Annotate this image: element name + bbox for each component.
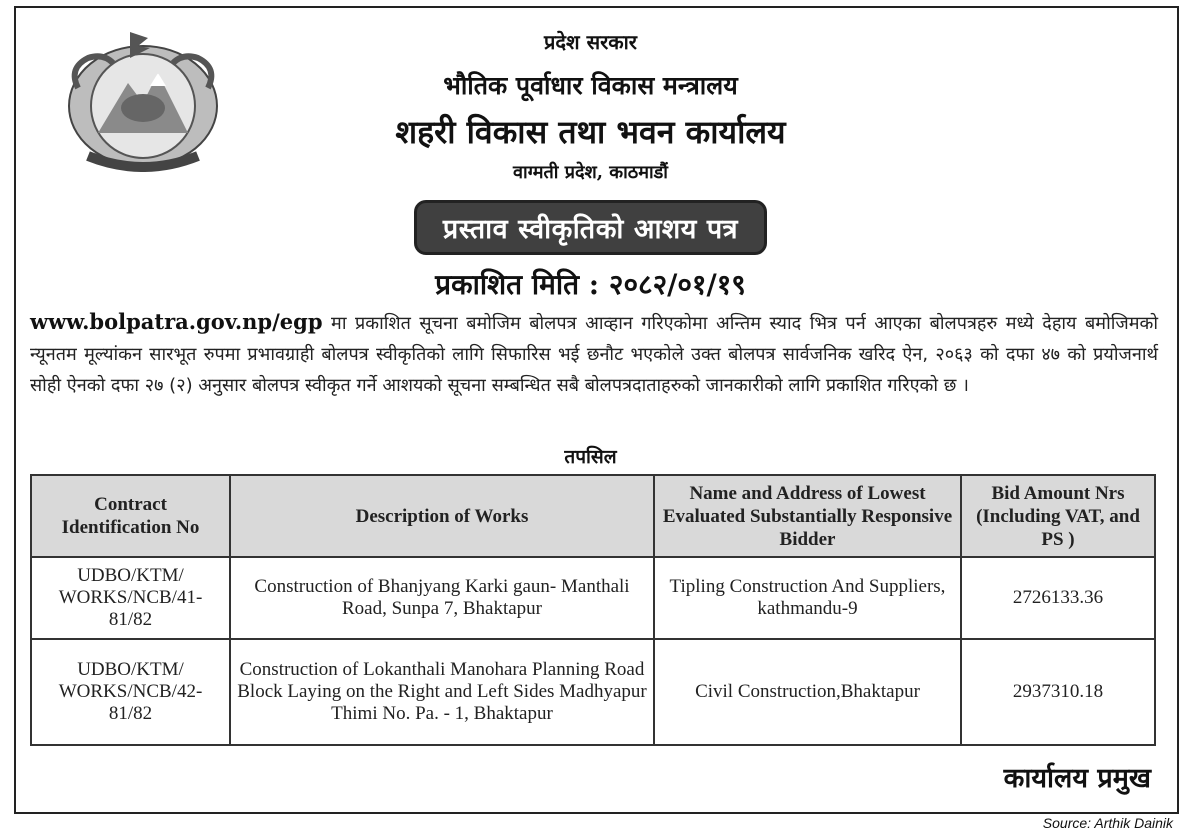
cell-amount: 2937310.18 <box>961 639 1155 745</box>
cell-amount: 2726133.36 <box>961 557 1155 639</box>
header-amount: Bid Amount Nrs (Including VAT, and PS ) <box>961 475 1155 557</box>
office-name: शहरी विकास तथा भवन कार्यालय <box>395 113 786 151</box>
table-row <box>31 639 1155 745</box>
header-description: Description of Works <box>230 475 654 557</box>
office-chief-signoff: कार्यालय प्रमुख <box>1003 763 1151 794</box>
table-row <box>31 557 1155 639</box>
header-bidder: Name and Address of Lowest Evaluated Substantially Responsive Bidder <box>654 475 961 557</box>
ministry-name: भौतिक पूर्वाधार विकास मन्त्रालय <box>443 71 738 100</box>
office-location: वाग्मती प्रदेश, काठमाडौं <box>513 162 668 183</box>
notice-title-banner: प्रस्ताव स्वीकृतिको आशय पत्र <box>414 200 767 255</box>
publish-date: प्रकाशित मिति : २०८२/०१/१९ <box>435 268 746 301</box>
cell-bidder: Tipling Construction And Suppliers, kathmandu-9 <box>654 557 961 639</box>
province-government: प्रदेश सरकार <box>544 30 637 54</box>
cell-contract-no: UDBO/KTM/ WORKS/NCB/41- 81/82 <box>31 557 230 639</box>
table-header-row <box>31 475 1155 557</box>
cell-contract-no: UDBO/KTM/ WORKS/NCB/42- 81/82 <box>31 639 230 745</box>
cell-description: Construction of Bhanjyang Karki gaun- Manthali Road, Sunpa 7, Bhaktapur <box>230 557 654 639</box>
source-credit: Source: Arthik Dainik <box>1042 815 1173 831</box>
website-link[interactable]: www.bolpatra.gov.np/egp <box>30 309 323 334</box>
notice-paragraph <box>30 306 1158 401</box>
bid-table <box>30 474 1156 746</box>
header-contract-no: Contract Identification No <box>31 475 230 557</box>
notice-banner-wrap <box>0 200 1181 255</box>
schedule-title: तपसिल <box>564 446 617 468</box>
cell-bidder: Civil Construction,Bhaktapur <box>654 639 961 745</box>
notice-text: मा प्रकाशित सूचना बमोजिम बोलपत्र आव्हान गरिएकोमा अन्तिम स्याद भित्र पर्न आएका बोलपत्रहरु मध्ये देहाय बमोजिमको न्यूनतम मूल्यांकन सारभूत रुपमा प्रभावग्राही बोलपत्र स्वीकृतिको लागि सिफारिस भई छनौट भएकोले उक्त बोलपत्र सार्वजनिक खरिद ऐन, २०६३ को दफा ४७ को प्रयोजनार्थ सोही ऐनको दफा २७ (२) अनुसार बोलपत्र स्वीकृत गर्ने आशयको सूचना सम्बन्धित सबै बोलपत्रदाताहरुको जानकारीको लागि प्रकाशित गरिएको छ । <box>30 313 1158 396</box>
cell-description: Construction of Lokanthali Manohara Planning Road Block Laying on the Right and Left Sides Madhyapur Thimi No. Pa. - 1, Bhaktapur <box>230 639 654 745</box>
